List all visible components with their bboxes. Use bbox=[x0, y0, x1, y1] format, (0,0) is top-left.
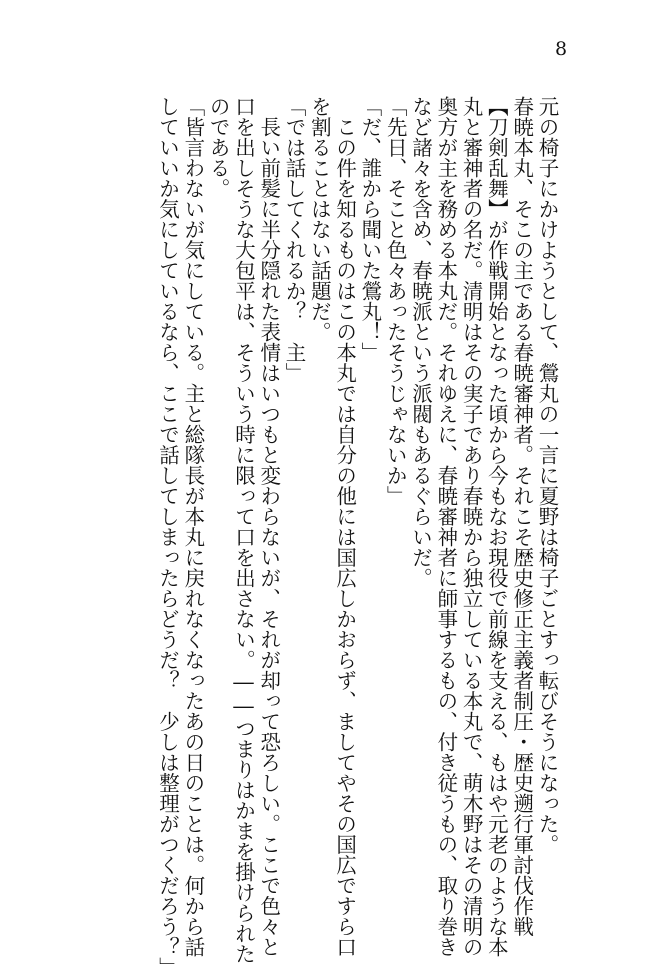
text-line: 「だ、誰から聞いた鶯丸！」 bbox=[357, 96, 382, 363]
text-line: 丸と審神者の名だ。清明はその実子であり春暁から独立している本丸で、萌木野はその清明の bbox=[459, 96, 484, 957]
page-number: 8 bbox=[554, 38, 568, 60]
text-line: 元の椅子にかけようとして、鶯丸の一言に夏野は椅子ごとすっ転びそうになった。 bbox=[535, 96, 559, 855]
text-line: 奥方が主を務める本丸だ。それゆえに、春暁審神者に師事するもの、付き従うもの、取り巻き bbox=[433, 96, 458, 957]
text-line: していいか気にしているなら、ここで話してしまったらどうだ？ 少しは整理がつくだろう？」 bbox=[155, 96, 180, 978]
text-line: 「先日、そこと色々あったそうじゃないか」 bbox=[383, 96, 408, 506]
text-line: 長い前髪に半分隠れた表情はいつもと変わらないが、それが却って恐ろしい。ここで色々と bbox=[256, 96, 281, 957]
text-line: 口を出しそうな大包平は、そういう時に限って口を出さない。――つまりはかまを掛けられた bbox=[231, 96, 256, 964]
text-line: この件を知るものはこの本丸では自分の他には国広しかおらず、ましてやその国広ですら口 bbox=[332, 96, 357, 957]
text-line: 【刀剣乱舞】が作戦開始となった頃から今もなお現役で前線を支える、もはや元老のような本 bbox=[484, 96, 509, 957]
text-line: のである。 bbox=[206, 96, 231, 199]
body-text bbox=[154, 96, 559, 978]
text-line: など諸々を含め、春暁派という派閥もあるぐらいだ。 bbox=[408, 96, 433, 588]
text-line: を割ることはない話題だ。 bbox=[307, 96, 332, 342]
text-line: 「皆言わないが気にしている。主と総隊長が本丸に戻れなくなったあの日のことは。何から話 bbox=[180, 96, 205, 957]
text-line: 「では話してくれるか？ 主」 bbox=[282, 96, 307, 383]
text-line: 春暁本丸、そこの主である春暁審神者。それこそ歴史修正主義者制圧・歴史遡行軍討伐作戦 bbox=[509, 96, 534, 937]
